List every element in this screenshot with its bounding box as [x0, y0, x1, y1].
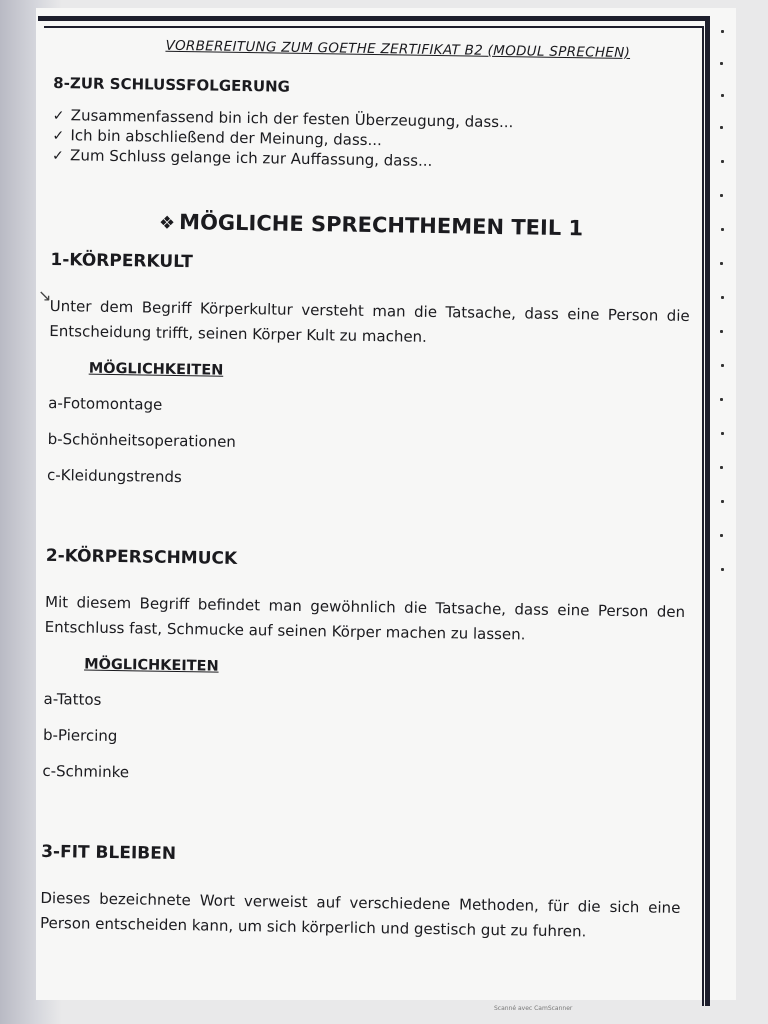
section-title: 2-KÖRPERSCHMUCK	[45, 545, 238, 569]
diamond-bullet-icon: ❖	[158, 212, 176, 234]
section-title: 1-KÖRPERKULT	[50, 249, 193, 273]
checkmark-icon: ✓	[51, 147, 64, 165]
conclusion-item-text: Zusammenfassend bin ich der festen Überzeugung, dass...	[70, 106, 514, 132]
option-item: b-Schönheitsoperationen	[47, 429, 237, 451]
option-item: c-Schminke	[42, 761, 130, 782]
section-description: Dieses bezeichnete Wort verweist auf verschiedene Methoden, für die sich eine Person entscheiden kann, um sich körperlich und gestisch gut zu fuhren.	[39, 888, 681, 941]
section-description: Unter dem Begriff Körperkultur versteht man die Tatsache, dass eine Person die Entscheidung trifft, seinen Körper Kult zu machen.	[49, 296, 690, 346]
conclusion-title: 8-ZUR SCHLUSSFOLGERUNG	[53, 73, 291, 96]
section-title: 3-FIT BLEIBEN	[41, 841, 177, 865]
option-item: c-Kleidungstrends	[46, 465, 182, 487]
conclusion-item-text: Zum Schluss gelange ich zur Auffassung, dass...	[69, 146, 433, 170]
scanner-watermark: Scanné avec CamScanner	[494, 1005, 573, 1012]
conclusion-list	[52, 106, 693, 174]
margin-dots	[718, 30, 738, 590]
options-heading: MÖGLICHKEITEN	[84, 656, 219, 675]
main-title-text: MÖGLICHE SPRECHTHEMEN TEIL 1	[178, 209, 584, 241]
checkmark-icon: ✓	[52, 127, 65, 145]
section-koerperkult	[47, 250, 691, 494]
conclusion-item-text: Ich bin abschließend der Meinung, dass...	[70, 126, 383, 150]
option-item: b-Piercing	[42, 725, 118, 746]
section-description: Mit diesem Begriff befindet man gewöhnlich die Tatsache, dass eine Person den Entschluss fast, Schmucke auf seinen Körper machen zu lassen.	[44, 592, 686, 644]
option-item: a-Fotomontage	[48, 393, 163, 414]
document-content	[40, 36, 694, 962]
options-heading: MÖGLICHKEITEN	[88, 360, 224, 379]
handwritten-margin-mark-icon: ↘	[38, 286, 52, 305]
checkmark-icon: ✓	[52, 107, 65, 125]
main-title	[51, 208, 691, 242]
section-koerperschmuck	[42, 546, 686, 790]
section-fit-bleiben	[40, 842, 681, 946]
option-item: a-Tattos	[43, 689, 102, 709]
document-header: VORBEREITUNG ZUM GOETHE ZERTIFIKAT B2 (MODUL SPRECHEN)	[165, 37, 631, 62]
